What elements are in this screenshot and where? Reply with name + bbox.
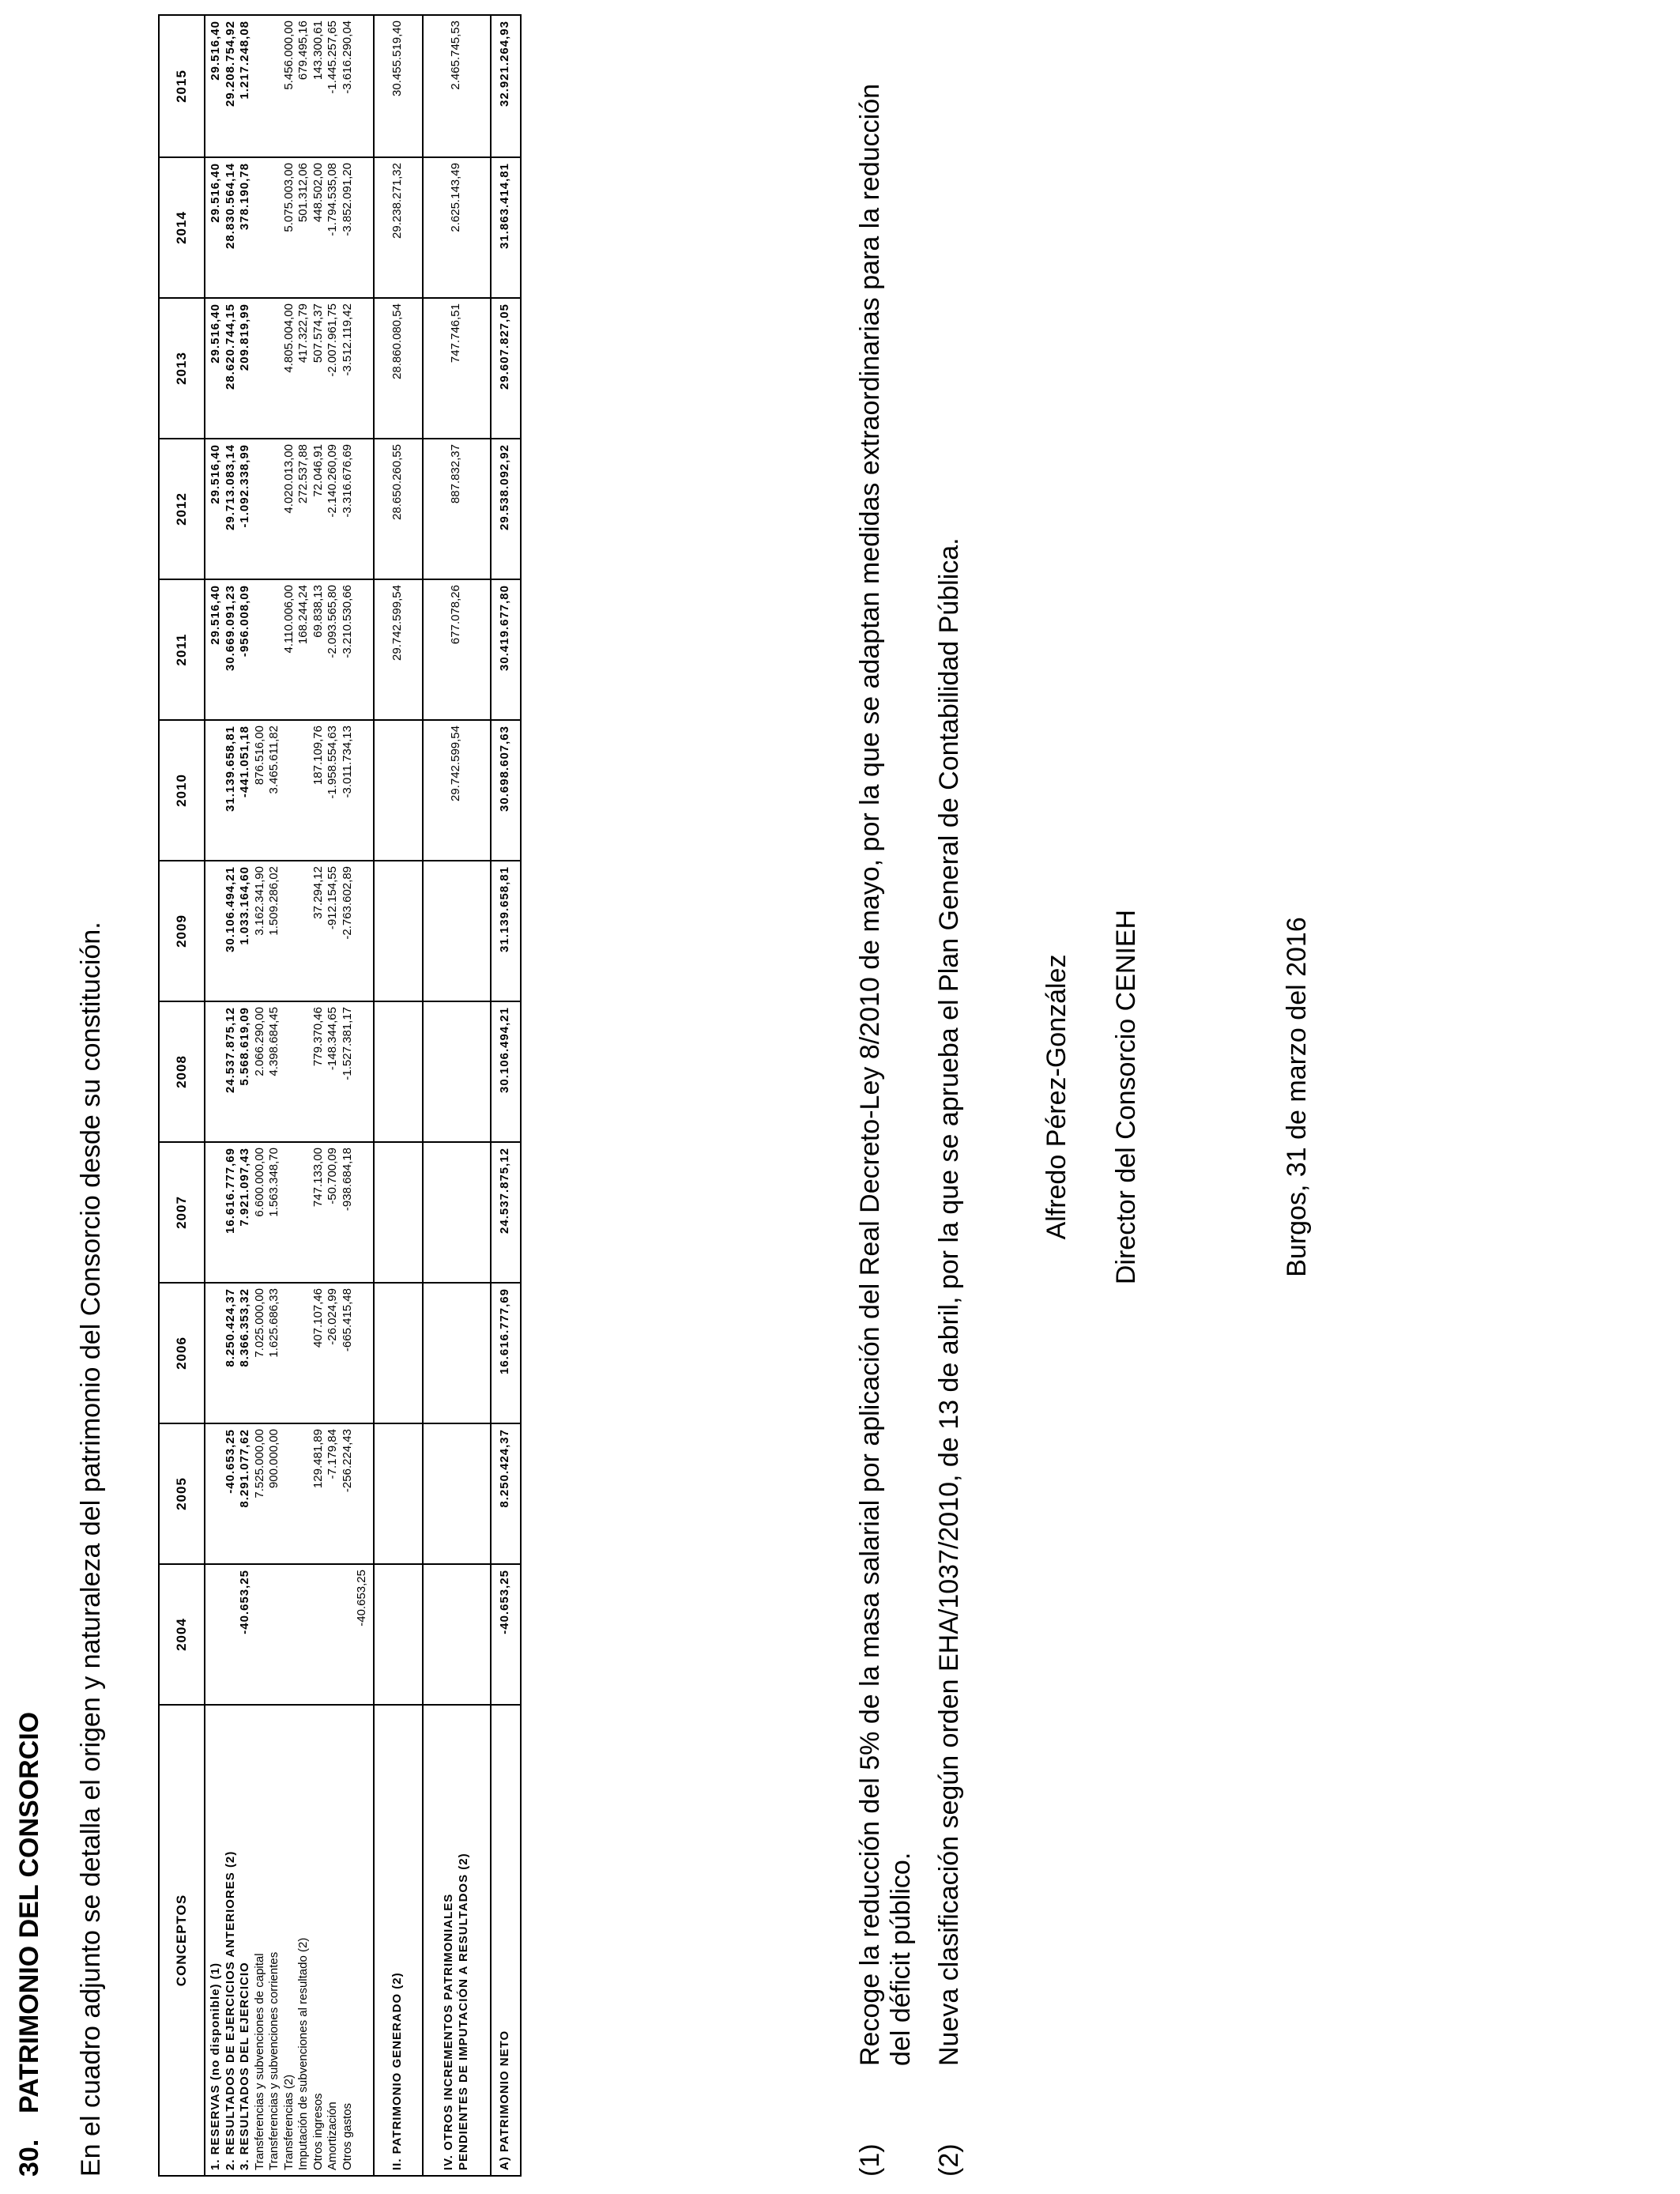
value-cell: -26.024,99 [326,1288,339,1345]
value-cell [282,1429,297,1559]
value-cell: 31.139.658,81 [491,861,521,1001]
signature-place-date: Burgos, 31 de marzo del 2016 [1282,917,1312,1277]
column-header-year: 2008 [159,1001,205,1142]
value-cell: -1.092.338,99 [238,444,251,528]
value-cell: 378.190,78 [238,163,251,231]
value-cell: -3.316.676,69 [340,444,354,518]
group1-row [205,15,374,2176]
value-cell: -40.653,25 [355,1570,368,1627]
value-cell: -7.179,84 [326,1429,339,1480]
column-header-year: 2015 [159,15,205,157]
signature-name: Alfredo Pérez-González [1042,954,1072,1240]
value-cell: 28.620.744,15 [223,303,237,390]
value-cell: -665.415,48 [340,1288,354,1352]
value-cell: 29.742.599,54 [423,720,491,861]
value-cell [374,1142,423,1283]
concept-detail-label: Transferencias y subvenciones de capital [252,1953,266,2170]
patrimonio-neto-row [491,15,521,2176]
value-cell: -1.958.554,63 [326,726,339,799]
column-header-year: 2006 [159,1283,205,1423]
column-header-year: 2005 [159,1423,205,1564]
value-cell: 507.574,37 [311,303,325,364]
value-cell: 29.516,40 [209,303,222,364]
column-header-year: 2012 [159,439,205,579]
value-cell: -1.445.257,65 [326,21,339,94]
value-cell [253,163,268,292]
concept-detail-label: Otros ingresos [311,2093,325,2170]
value-cell: 30.106.494,21 [223,866,237,952]
concept-main-label: 3. RESULTADOS DEL EJERCICIO [238,1962,251,2170]
value-cell: -3.512.119,42 [340,303,354,376]
value-cell [253,585,268,714]
value-cell [267,21,282,152]
value-cell: 29.742.599,54 [374,579,423,720]
value-cell [209,1007,224,1137]
value-cell: 31.863.414,81 [491,157,521,298]
value-cell: 143.300,61 [311,21,325,81]
value-cell: 3.162.341,90 [252,866,266,936]
column-header-year: 2013 [159,298,205,439]
value-cell: -912.154,55 [326,866,339,930]
value-cell [374,1001,423,1142]
value-cell: 72.046,91 [311,444,325,497]
value-cell [267,303,282,433]
value-cell [423,1001,491,1142]
value-cell [374,861,423,1001]
value-cell: 16.616.777,69 [491,1283,521,1423]
year-column-cell [205,720,374,861]
value-cell: -1.794.535,08 [326,163,339,236]
value-cell [296,1429,311,1559]
value-cell: 6.600.000,00 [252,1148,266,1217]
patrimonio-neto-label: A) PATRIMONIO NETO [491,1705,521,2176]
value-cell: 7.921.097,43 [238,1148,251,1227]
value-cell [209,1288,224,1418]
group1-concepts [205,1705,374,2176]
concept-detail-label: Transferencias y subvenciones corrientes [267,1951,281,2170]
year-column-cell [205,579,374,720]
value-cell [282,1570,297,1699]
value-cell: 677.078,26 [423,579,491,720]
value-cell [374,1564,423,1705]
intro-paragraph: En el cuadro adjunto se detalla el origen y naturaleza del patrimonio del Consorcio desde su constitución. [76,922,106,2177]
year-column-cell [205,1283,374,1423]
value-cell [253,1570,268,1699]
year-column-cell [205,1001,374,1142]
value-cell: 1.625.686,33 [267,1288,281,1358]
value-cell: 8.366.353,32 [238,1288,251,1367]
value-cell [296,1007,311,1137]
section-heading [14,1712,45,2177]
footnote-2 [934,43,965,2177]
value-cell: -2.140.260,09 [326,444,339,518]
value-cell [311,1570,326,1699]
value-cell [282,1288,297,1418]
value-cell: 4.398.684,45 [267,1007,281,1076]
value-cell [423,861,491,1001]
value-cell: 272.537,88 [296,444,310,504]
value-cell: 28.830.564,14 [223,163,237,249]
value-cell [209,1429,224,1559]
concept-detail-label: Imputación de subvenciones al resultado (2) [296,1937,310,2170]
otros-incrementos-row [423,15,491,2176]
value-cell: 30.455.519,40 [374,15,423,157]
value-cell: -3.011.734,13 [340,726,354,798]
value-cell: -2.763.602,89 [340,866,354,940]
value-cell: -148.344,65 [326,1007,339,1071]
value-cell: 876.516,00 [252,726,266,786]
value-cell: -2.093.565,80 [326,585,339,658]
value-cell: 407.107,46 [311,1288,325,1348]
value-cell: 8.291.077,62 [238,1429,251,1508]
value-cell: 1.217.248,08 [238,21,251,100]
year-column-cell [205,1423,374,1564]
value-cell [326,1570,341,1699]
footnotes [855,43,982,2177]
otros-incrementos-label [423,1705,491,2176]
value-cell: 29.516,40 [209,21,222,81]
value-cell [267,444,282,574]
value-cell: 7.525.000,00 [252,1429,266,1498]
value-cell [282,726,297,855]
patrimonio-generado-row [374,15,423,2176]
section-number: 30. [14,2139,44,2177]
concept-main-label: 1. RESERVAS (no disponible) (1) [209,1962,222,2170]
value-cell: -3.852.091,20 [340,163,354,236]
value-cell: 69.838,13 [311,585,325,638]
concept-main-label: 2. RESULTADOS DE EJERCICIOS ANTERIORES (2) [223,1850,237,2170]
value-cell: 29.516,40 [209,163,222,223]
column-header-year: 2004 [159,1564,205,1705]
value-cell: 4.110.006,00 [281,585,296,654]
year-column-cell [205,439,374,579]
value-cell: -50.700,09 [326,1148,339,1204]
value-cell: 29.208.754,92 [223,21,237,107]
value-cell [209,866,224,996]
value-cell: -40.653,25 [223,1429,237,1494]
value-cell [209,1148,224,1277]
footnote-1-label: (1) [855,2143,885,2177]
value-cell [341,1570,356,1699]
value-cell: 501.312,06 [296,163,310,223]
value-cell: 24.537.875,12 [491,1142,521,1283]
patrimonio-generado-label: II. PATRIMONIO GENERADO (2) [374,1705,423,2176]
value-cell: 29.607.827,05 [491,298,521,439]
value-cell [282,1148,297,1277]
value-cell: 29.516,40 [209,444,222,504]
value-cell: 887.832,37 [423,439,491,579]
value-cell [267,585,282,714]
footnote-2-label: (2) [934,2143,964,2177]
column-header-year: 2010 [159,720,205,861]
value-cell: 900.000,00 [267,1429,281,1489]
value-cell [423,1142,491,1283]
value-cell: 1.033.164,60 [238,866,251,945]
value-cell [423,1283,491,1423]
value-cell: -40.653,25 [238,1570,251,1634]
value-cell: -3.210.530,66 [340,585,354,658]
value-cell: 16.616.777,69 [223,1148,237,1234]
value-cell: 30.106.494,21 [491,1001,521,1142]
value-cell: 30.669.091,23 [223,585,237,671]
column-header-year: 2011 [159,579,205,720]
value-cell: 8.250.424,37 [491,1423,521,1564]
year-column-cell [205,861,374,1001]
value-cell: 187.109,76 [311,726,325,786]
value-cell [374,1423,423,1564]
value-cell: 417.322,79 [296,303,310,364]
value-cell: -938.684,18 [340,1148,354,1212]
value-cell: 5.075.003,00 [281,163,296,232]
value-cell: -1.527.381,17 [340,1007,354,1080]
footnote-1 [855,43,917,2177]
value-cell: 1.563.348,70 [267,1148,281,1217]
value-cell: 679.495,16 [296,21,310,81]
value-cell: -3.616.290,04 [340,21,354,94]
concept-detail-label: Otros gastos [340,2102,354,2170]
value-cell: 28.650.260,55 [374,439,423,579]
value-cell: 2.625.143,49 [423,157,491,298]
value-cell: 209.819,99 [238,303,251,371]
otros-incrementos-label-line2: PENDIENTES DE IMPUTACIÓN A RESULTADOS (2) [456,1853,470,2170]
value-cell: 129.481,89 [311,1429,325,1489]
footnote-1-text: Recoge la reducción del 5% de la masa salarial por aplicación del Real Decreto-Ley 8/2010 de mayo, por la que se adaptan medidas extraordinarias para la reducción del déficit público. [855,83,916,2066]
value-cell: -441.051,18 [238,726,251,798]
value-cell: 5.456.000,00 [281,21,296,90]
value-cell: 32.921.264,93 [491,15,521,157]
value-cell [282,866,297,996]
value-cell: 7.025.000,00 [252,1288,266,1358]
column-header-year: 2009 [159,861,205,1001]
value-cell: 29.713.083,14 [223,444,237,530]
value-cell [296,866,311,996]
value-cell: -40.653,25 [491,1564,521,1705]
value-cell [267,1570,282,1699]
value-cell: 31.139.658,81 [223,726,237,812]
value-cell: 3.465.611,82 [267,726,281,794]
patrimonio-table [158,14,522,2177]
value-cell [209,726,224,855]
value-cell: 29.238.271,32 [374,157,423,298]
value-cell: 747.133,00 [311,1148,325,1208]
value-cell [423,1564,491,1705]
value-cell [209,1570,224,1699]
year-column-cell [205,1142,374,1283]
value-cell: 2.465.745,53 [423,15,491,157]
value-cell: 28.860.080,54 [374,298,423,439]
column-header-year: 2007 [159,1142,205,1283]
signature-role: Director del Consorcio CENIEH [1111,909,1141,1285]
value-cell [296,1570,311,1699]
value-cell: 29.538.092,92 [491,439,521,579]
value-cell [296,726,311,855]
value-cell: 30.419.677,80 [491,579,521,720]
value-cell: 747.746,51 [423,298,491,439]
value-cell: 5.568.619,09 [238,1007,251,1086]
value-cell: 4.020.013,00 [281,444,296,514]
value-cell [296,1288,311,1418]
value-cell [374,1283,423,1423]
value-cell [267,163,282,292]
value-cell: -956.008,09 [238,585,251,658]
value-cell [253,303,268,433]
otros-incrementos-label-line1: IV. OTROS INCREMENTOS PATRIMONIALES [442,1893,455,2170]
year-column-cell [205,15,374,157]
header-row [159,15,205,2176]
value-cell [423,1423,491,1564]
year-column-cell [205,298,374,439]
value-cell: 779.370,46 [311,1007,325,1067]
value-cell [282,1007,297,1137]
value-cell: -2.007.961,75 [326,303,339,377]
value-cell: 4.805.004,00 [281,303,296,373]
year-column-cell [205,1564,374,1705]
footnote-2-text: Nueva clasificación según orden EHA/1037/2010, de 13 de abril, por la que se aprueba el Plan General de Contabilidad Pública. [934,537,964,2066]
value-cell [224,1570,239,1699]
value-cell: 1.509.286,02 [267,866,281,936]
value-cell: -256.224,43 [340,1429,354,1493]
value-cell: 2.066.290,00 [252,1007,266,1076]
year-column-cell [205,157,374,298]
concept-detail-label: Amortización [326,2102,339,2170]
column-header-conceptos: CONCEPTOS [159,1705,205,2176]
value-cell [253,21,268,152]
value-cell: 448.502,00 [311,163,325,223]
value-cell: 37.294,12 [311,866,325,919]
value-cell [374,720,423,861]
value-cell: 29.516,40 [209,585,222,645]
value-cell: 30.698.607,63 [491,720,521,861]
value-cell: 168.244,24 [296,585,310,645]
section-title: PATRIMONIO DEL CONSORCIO [14,1711,44,2113]
value-cell [253,444,268,574]
column-header-year: 2014 [159,157,205,298]
concept-detail-label: Transferencias (2) [281,2074,296,2170]
value-cell [296,1148,311,1277]
value-cell: 24.537.875,12 [223,1007,237,1093]
value-cell: 8.250.424,37 [223,1288,237,1367]
